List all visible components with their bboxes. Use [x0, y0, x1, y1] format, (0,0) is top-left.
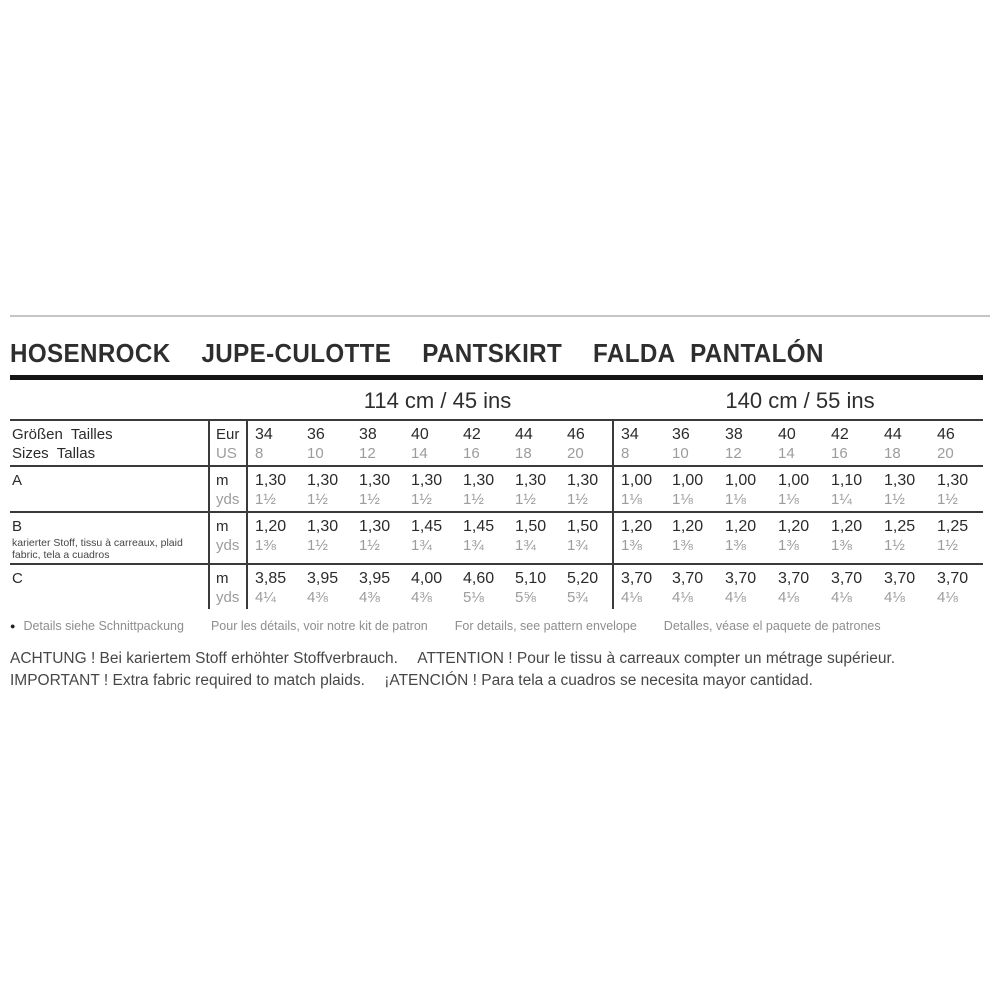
value-m: 3,85: [255, 570, 287, 587]
value-yds: 1½: [567, 491, 588, 508]
value-m: 1,30: [307, 518, 339, 535]
size-us: 16: [463, 445, 480, 462]
size-cell: [930, 421, 983, 465]
size-us: 14: [411, 445, 428, 462]
yardage-cell: [560, 467, 612, 511]
size-eur: 42: [463, 426, 481, 443]
value-m: 1,25: [937, 518, 969, 535]
size-us: 14: [778, 445, 795, 462]
view-label-cell: [10, 467, 210, 511]
yardage-cell: [508, 565, 560, 609]
value-yds: 1⅛: [725, 491, 746, 508]
value-yds: 4⅜: [411, 589, 432, 606]
value-yds: 1½: [463, 491, 484, 508]
size-cell: [404, 421, 456, 465]
value-m: 3,70: [672, 570, 704, 587]
yardage-cell: [404, 513, 456, 563]
value-m: 1,00: [672, 472, 704, 489]
value-yds: 1⅛: [621, 491, 642, 508]
value-yds: 1⅜: [621, 537, 642, 554]
yardage-cell: [560, 565, 612, 609]
table-header-row: [10, 421, 983, 467]
yardage-cell: [404, 467, 456, 511]
yardage-cell: [404, 565, 456, 609]
value-m: 3,70: [725, 570, 757, 587]
size-us: 16: [831, 445, 848, 462]
value-m: 1,30: [307, 472, 339, 489]
value-yds: 4⅜: [359, 589, 380, 606]
sizes-label-line2: Sizes Tallas: [12, 445, 96, 462]
unit-m: m: [216, 570, 229, 587]
sizes-label-cell: [10, 421, 210, 465]
value-yds: 4⅛: [672, 589, 693, 606]
fabric-width-header-140: 140 cm / 55 ins: [725, 388, 875, 413]
yardage-cell: [612, 513, 665, 563]
value-m: 1,30: [359, 518, 391, 535]
value-yds: 1¾: [515, 537, 536, 554]
value-m: 3,70: [778, 570, 810, 587]
value-yds: 1½: [359, 491, 380, 508]
warning-en: IMPORTANT ! Extra fabric required to match plaids.: [10, 672, 365, 689]
value-yds: 1⅛: [778, 491, 799, 508]
warning-fr: ATTENTION ! Pour le tissu à carreaux compter un métrage supérieur.: [417, 650, 896, 667]
value-yds: 4¼: [255, 589, 276, 606]
value-m: 1,20: [725, 518, 757, 535]
value-yds: 1½: [884, 537, 905, 554]
size-us: 8: [255, 445, 264, 462]
yardage-cell: [300, 565, 352, 609]
yardage-cell: [456, 467, 508, 511]
view-label: A: [12, 472, 23, 489]
warning-line-1: [10, 648, 983, 670]
fabric-width-headers: [258, 389, 983, 413]
note-en: For details, see pattern envelope: [454, 619, 637, 633]
value-yds: 4⅛: [725, 589, 746, 606]
size-eur: 34: [255, 426, 273, 443]
view-label-cell: [10, 513, 210, 563]
value-yds: 1½: [359, 537, 380, 554]
yardage-cell: [456, 513, 508, 563]
yardage-cell: [352, 565, 404, 609]
size-eur: 38: [359, 426, 377, 443]
size-eur: 34: [621, 426, 639, 443]
value-yds: 1⅜: [672, 537, 693, 554]
value-yds: 1⅜: [831, 537, 852, 554]
yardage-cell: [300, 467, 352, 511]
value-m: 3,95: [307, 570, 339, 587]
value-yds: 1¼: [831, 491, 852, 508]
view-sublabel: karierter Stoff, tissu à carreaux, plaid fabric, tela a cuadros: [12, 537, 183, 561]
yardage-cell: [352, 513, 404, 563]
value-m: 1,30: [411, 472, 443, 489]
value-yds: 4⅛: [937, 589, 958, 606]
value-yds: 5⅝: [515, 589, 536, 606]
value-yds: 1½: [515, 491, 536, 508]
size-eur: 42: [831, 426, 849, 443]
view-label: C: [12, 570, 23, 587]
unit-cell: [210, 565, 248, 609]
value-yds: 4⅛: [778, 589, 799, 606]
value-m: 1,30: [937, 472, 969, 489]
yardage-cell: [560, 513, 612, 563]
size-us: 12: [359, 445, 376, 462]
value-yds: 1⅜: [725, 537, 746, 554]
size-cell: [877, 421, 930, 465]
unit-cell: [210, 467, 248, 511]
value-m: 1,25: [884, 518, 916, 535]
value-m: 1,45: [411, 518, 443, 535]
value-yds: 1½: [884, 491, 905, 508]
size-us: 8: [621, 445, 630, 462]
yardage-cell: [612, 565, 665, 609]
yardage-cell: [352, 467, 404, 511]
size-eur: 36: [672, 426, 690, 443]
yardage-cell: [718, 467, 771, 511]
size-us: 18: [515, 445, 532, 462]
yardage-cell: [771, 565, 824, 609]
value-m: 1,00: [725, 472, 757, 489]
note-fr: Pour les détails, voir notre kit de patron: [210, 619, 428, 633]
note-es: Detalles, véase el paquete de patrones: [663, 619, 881, 633]
size-table: [10, 419, 983, 609]
size-eur: 44: [884, 426, 902, 443]
size-cell: [771, 421, 824, 465]
value-yds: 1½: [937, 491, 958, 508]
size-system-cell: [210, 421, 248, 465]
size-cell: [560, 421, 612, 465]
note-de: Details siehe Schnittpackung: [23, 619, 184, 633]
table-row: [10, 513, 983, 565]
size-us: 10: [307, 445, 324, 462]
yardage-cell: [665, 467, 718, 511]
value-yds: 4⅜: [307, 589, 328, 606]
size-eur: 44: [515, 426, 533, 443]
value-m: 3,70: [621, 570, 653, 587]
yardage-cell: [877, 565, 930, 609]
size-cell: [352, 421, 404, 465]
value-m: 3,70: [937, 570, 969, 587]
top-divider: [10, 315, 990, 317]
size-cell: [718, 421, 771, 465]
view-label: B: [12, 518, 23, 535]
value-m: 5,20: [567, 570, 599, 587]
yardage-cell: [930, 513, 983, 563]
unit-yds: yds: [216, 491, 240, 508]
yardage-cell: [612, 467, 665, 511]
value-m: 1,20: [831, 518, 863, 535]
yardage-cell: [877, 513, 930, 563]
fabric-width-header-114: 114 cm / 45 ins: [363, 388, 512, 413]
yardage-cell: [877, 467, 930, 511]
value-yds: 1½: [307, 491, 328, 508]
value-yds: 4⅛: [621, 589, 642, 606]
yardage-cell: [771, 467, 824, 511]
size-cell: [612, 421, 665, 465]
value-m: 1,30: [515, 472, 547, 489]
value-m: 1,00: [778, 472, 810, 489]
value-m: 3,70: [831, 570, 863, 587]
value-yds: 1½: [937, 537, 958, 554]
size-eur: 40: [778, 426, 796, 443]
unit-m: m: [216, 518, 229, 535]
size-cell: [824, 421, 877, 465]
value-yds: 5⅛: [463, 589, 484, 606]
size-eur: 46: [567, 426, 585, 443]
value-yds: 1½: [307, 537, 328, 554]
value-m: 1,50: [567, 518, 599, 535]
sizes-label-line1: Größen Tailles: [12, 426, 113, 443]
value-m: 1,20: [672, 518, 704, 535]
yardage-cell: [456, 565, 508, 609]
value-m: 4,60: [463, 570, 495, 587]
warning-de: ACHTUNG ! Bei kariertem Stoff erhöhter Stoffverbrauch.: [10, 650, 398, 667]
value-m: 1,30: [567, 472, 599, 489]
unit-cell: [210, 513, 248, 563]
yardage-cell: [665, 565, 718, 609]
yardage-cell: [718, 565, 771, 609]
value-yds: 1½: [411, 491, 432, 508]
warning-text: [10, 648, 983, 692]
value-m: 1,30: [884, 472, 916, 489]
size-cell: [300, 421, 352, 465]
value-yds: 1½: [255, 491, 276, 508]
value-yds: 1⅛: [672, 491, 693, 508]
value-yds: 1⅜: [778, 537, 799, 554]
yardage-cell: [824, 565, 877, 609]
notes-row: [10, 619, 983, 633]
bullet-icon: ●: [10, 621, 16, 631]
unit-yds: yds: [216, 537, 240, 554]
size-us: 18: [884, 445, 901, 462]
value-yds: 1⅜: [255, 537, 276, 554]
size-us: 20: [937, 445, 954, 462]
size-cell: [248, 421, 300, 465]
value-yds: 1¾: [463, 537, 484, 554]
value-m: 1,30: [255, 472, 287, 489]
value-yds: 1¾: [411, 537, 432, 554]
yardage-cell: [300, 513, 352, 563]
value-m: 1,10: [831, 472, 863, 489]
size-cell: [456, 421, 508, 465]
yardage-cell: [824, 467, 877, 511]
warning-line-2: [10, 670, 983, 692]
size-us: 12: [725, 445, 742, 462]
yardage-cell: [930, 565, 983, 609]
yardage-cell: [248, 467, 300, 511]
table-row: [10, 467, 983, 513]
yardage-cell: [824, 513, 877, 563]
value-m: 1,20: [255, 518, 287, 535]
yardage-cell: [665, 513, 718, 563]
unit-yds: yds: [216, 589, 240, 606]
yardage-cell: [508, 467, 560, 511]
size-cell: [665, 421, 718, 465]
size-us: 10: [672, 445, 689, 462]
view-label-cell: [10, 565, 210, 609]
size-eur: 38: [725, 426, 743, 443]
value-m: 1,20: [621, 518, 653, 535]
page-title: HOSENROCK JUPE-CULOTTE PANTSKIRT FALDA PANTALÓN: [10, 338, 824, 368]
warning-es: ¡ATENCIÓN ! Para tela a cuadros se necesita mayor cantidad.: [384, 672, 813, 689]
value-m: 5,10: [515, 570, 547, 587]
value-yds: 1¾: [567, 537, 588, 554]
value-m: 1,45: [463, 518, 495, 535]
value-m: 1,20: [778, 518, 810, 535]
value-yds: 4⅛: [831, 589, 852, 606]
yardage-cell: [771, 513, 824, 563]
yardage-cell: [718, 513, 771, 563]
value-m: 4,00: [411, 570, 443, 587]
size-system-us: US: [216, 445, 237, 462]
value-m: 3,95: [359, 570, 391, 587]
size-eur: 46: [937, 426, 955, 443]
value-yds: 5¾: [567, 589, 588, 606]
value-m: 3,70: [884, 570, 916, 587]
yardage-cell: [508, 513, 560, 563]
value-m: 1,50: [515, 518, 547, 535]
size-us: 20: [567, 445, 584, 462]
value-m: 1,30: [359, 472, 391, 489]
size-cell: [508, 421, 560, 465]
value-m: 1,00: [621, 472, 653, 489]
size-system-eur: Eur: [216, 426, 240, 443]
size-eur: 36: [307, 426, 325, 443]
value-m: 1,30: [463, 472, 495, 489]
yardage-cell: [248, 565, 300, 609]
title-underline: [10, 375, 983, 380]
yardage-cell: [930, 467, 983, 511]
table-row: [10, 565, 983, 609]
size-eur: 40: [411, 426, 429, 443]
value-yds: 4⅛: [884, 589, 905, 606]
yardage-cell: [248, 513, 300, 563]
unit-m: m: [216, 472, 229, 489]
